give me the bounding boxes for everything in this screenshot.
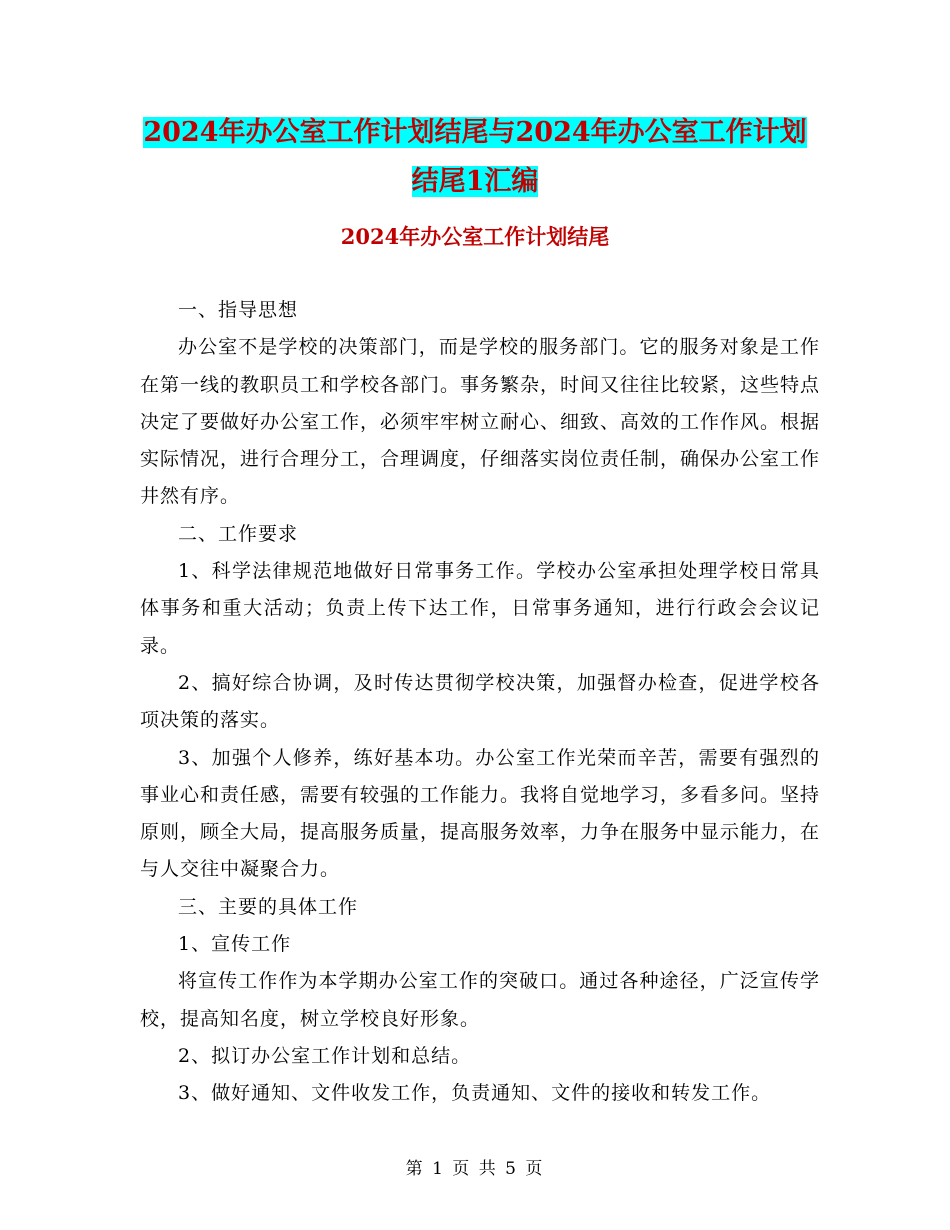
- heading-main-tasks: 三、主要的具体工作: [178, 895, 359, 918]
- page-number-footer: 第 1 页 共 5 页: [405, 1159, 545, 1179]
- document-title: [140, 108, 810, 206]
- paragraph-requirement-1: 1、科学法律规范地做好日常事务工作。学校办公室承担处理学校日常具体事务和重大活动；负责上传下达工作，日常事务通知，进行行政会会议记录。: [140, 560, 820, 657]
- paragraph-office-role: 办公室不是学校的决策部门，而是学校的服务部门。它的服务对象是工作在第一线的教职员工和学校各部门。事务繁杂，时间又往往比较紧，这些特点决定了要做好办公室工作，必须牢牢树立耐心、细致、高效的工作作风。根据实际情况，进行合理分工，合理调度，仔细落实岗位责任制，确保办公室工作井然有序。: [140, 336, 821, 508]
- section-title: 2024年办公室工作计划结尾: [340, 224, 610, 249]
- heading-guiding-ideology: 一、指导思想: [178, 299, 299, 321]
- paragraph-task-3: 3、做好通知、文件收发工作，负责通知、文件的接收和转发工作。: [178, 1082, 772, 1105]
- heading-publicity: 1、宣传工作: [178, 933, 292, 956]
- paragraph-requirement-3: 3、加强个人修养，练好基本功。办公室工作光荣而辛苦，需要有强烈的事业心和责任感，需要有较强的工作能力。我将自觉地学习，多看多问。坚持原则，顾全大局，提高服务质量，提高服务效率，力争在服务中显示能力，在与人交往中凝聚合力。: [140, 746, 821, 881]
- document-body: [140, 292, 820, 1113]
- paragraph-task-2: 2、拟订办公室工作计划和总结。: [178, 1044, 472, 1067]
- paragraph-publicity: 将宣传工作作为本学期办公室工作的突破口。通过各种途径，广泛宣传学校，提高知名度，树立学校良好形象。: [140, 970, 820, 1030]
- document-title-line-1: 2024年办公室工作计划结尾与2024年办公室工作计划: [143, 117, 807, 148]
- document-title-line-2: 结尾1汇编: [411, 166, 539, 197]
- paragraph-requirement-2: 2、搞好综合协调，及时传达贯彻学校决策，加强督办检查，促进学校各项决策的落实。: [140, 671, 820, 732]
- heading-work-requirements: 二、工作要求: [178, 522, 299, 545]
